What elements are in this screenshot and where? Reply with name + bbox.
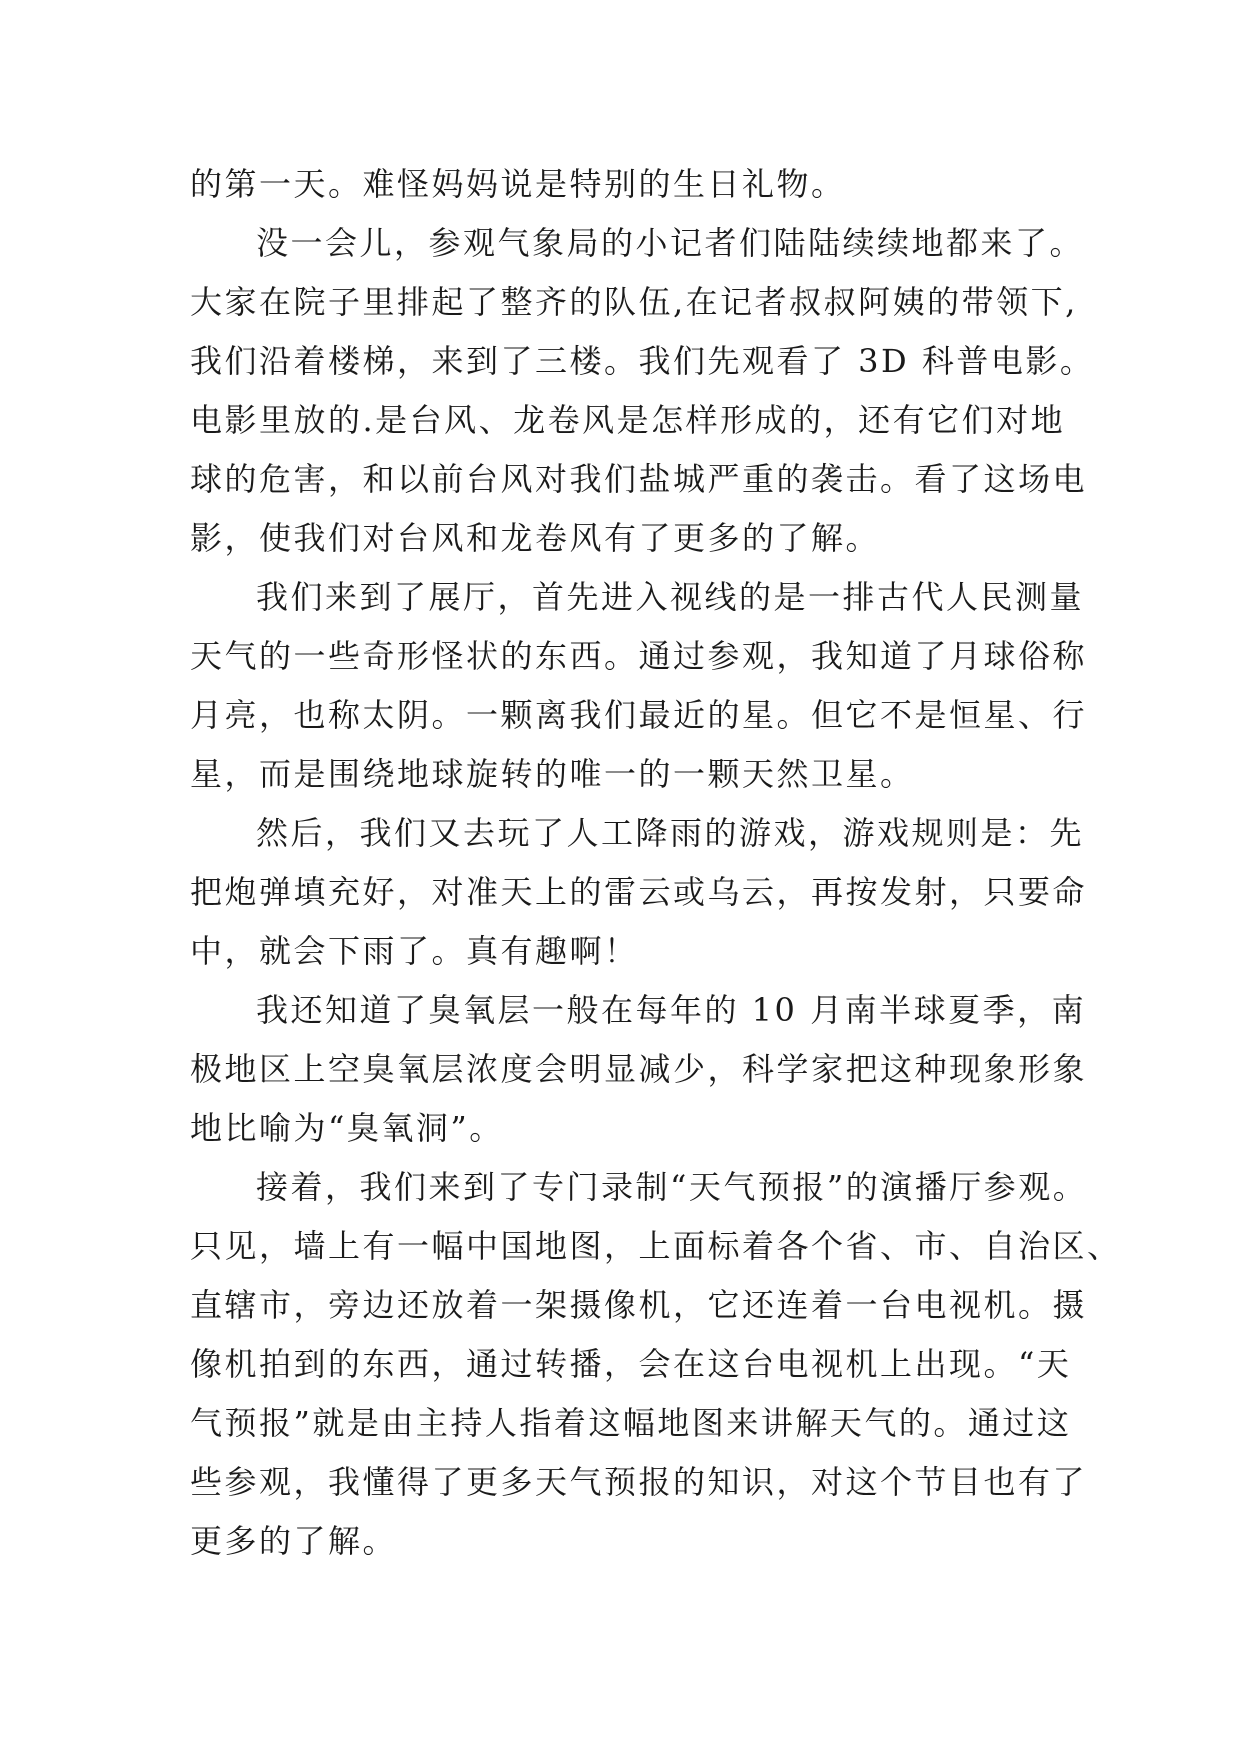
text-line: 球的危害，和以前台风对我们盐城严重的袭击。看了这场电 <box>190 460 1088 498</box>
text-line: 大家在院子里排起了整齐的队伍,在记者叔叔阿姨的带领下, <box>190 283 1078 321</box>
text-line: 地比喻为“臭氧洞”。 <box>190 1109 504 1147</box>
text-line: 气预报”就是由主持人指着这幅地图来讲解天气的。通过这 <box>190 1404 1072 1442</box>
text-line: 然后，我们又去玩了人工降雨的游戏，游戏规则是：先 <box>256 814 1085 852</box>
text-line: 电影里放的.是台风、龙卷风是怎样形成的，还有它们对地 <box>190 401 1066 439</box>
text-line: 把炮弹填充好，对准天上的雷云或乌云，再按发射，只要命 <box>190 873 1088 911</box>
text-line: 没一会儿，参观气象局的小记者们陆陆续续地都来了。 <box>256 224 1085 262</box>
text-line: 我还知道了臭氧层一般在每年的 10 月南半球夏季，南 <box>256 991 1087 1029</box>
document-body <box>190 155 1122 1571</box>
text-line: 更多的了解。 <box>190 1522 398 1560</box>
text-line: 只见，墙上有一幅中国地图，上面标着各个省、市、自治区、 <box>190 1227 1122 1265</box>
text-line: 些参观，我懂得了更多天气预报的知识，对这个节目也有了 <box>190 1463 1088 1501</box>
text-line: 像机拍到的东西，通过转播，会在这台电视机上出现。“天 <box>190 1345 1072 1383</box>
text-line: 月亮，也称太阴。一颗离我们最近的星。但它不是恒星、行 <box>190 696 1088 734</box>
text-line: 接着，我们来到了专门录制“天气预报”的演播厅参观。 <box>256 1168 1088 1206</box>
text-line: 中，就会下雨了。真有趣啊！ <box>190 932 639 970</box>
text-line: 直辖市，旁边还放着一架摄像机，它还连着一台电视机。摄 <box>190 1286 1088 1324</box>
text-line: 我们来到了展厅，首先进入视线的是一排古代人民测量 <box>256 578 1085 616</box>
text-line: 星，而是围绕地球旋转的唯一的一颗天然卫星。 <box>190 755 915 793</box>
text-line: 极地区上空臭氧层浓度会明显减少，科学家把这种现象形象 <box>190 1050 1088 1088</box>
text-line: 的第一天。难怪妈妈说是特别的生日礼物。 <box>190 165 846 203</box>
text-line: 天气的一些奇形怪状的东西。通过参观，我知道了月球俗称 <box>190 637 1088 675</box>
text-line: 我们沿着楼梯，来到了三楼。我们先观看了 3D 科普电影。 <box>190 342 1095 380</box>
text-line: 影，使我们对台风和龙卷风有了更多的了解。 <box>190 519 881 557</box>
